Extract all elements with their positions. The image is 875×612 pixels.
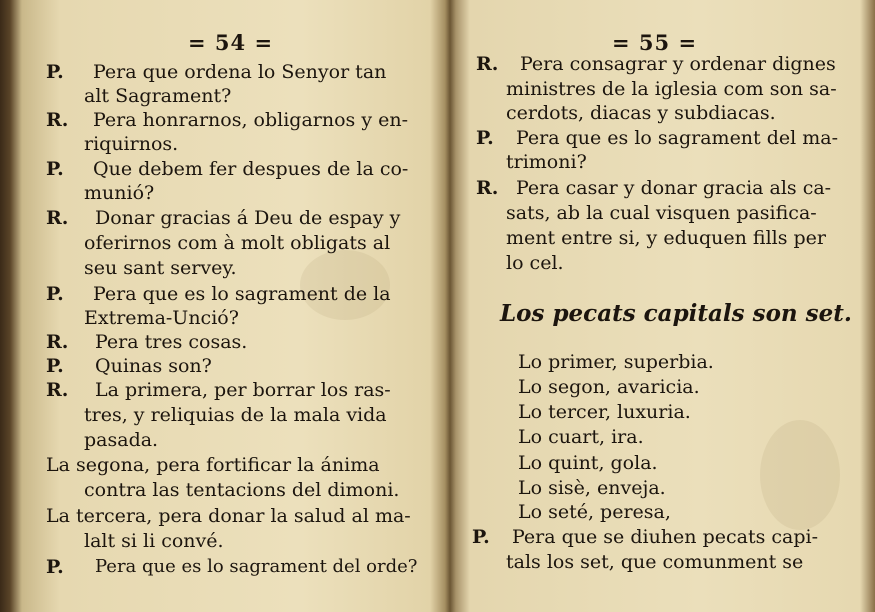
text-line: Pera que es lo sagrament del orde? xyxy=(95,556,418,577)
entry-label: P. xyxy=(46,61,64,83)
entry-label: P. xyxy=(46,556,64,578)
sin-item: Lo tercer, luxuria. xyxy=(518,401,691,423)
entry-label: R. xyxy=(476,53,499,75)
text-line: Pera que es lo sagrament del ma- xyxy=(516,127,839,149)
text-line: sats, ab la cual visquen pasifica- xyxy=(506,202,817,224)
entry-label: P. xyxy=(46,283,64,305)
sin-item: Lo sisè, enveja. xyxy=(518,477,666,499)
entry-label: P. xyxy=(46,355,64,377)
text-line: tres, y reliquias de la mala vida xyxy=(84,404,387,426)
text-line: cerdots, diacas y subdiacas. xyxy=(506,102,776,124)
text-line: pasada. xyxy=(84,429,159,451)
entry-label: R. xyxy=(46,207,69,229)
entry-label: P. xyxy=(476,127,494,149)
entry-label: P. xyxy=(472,526,490,548)
text-line: Extrema-Unció? xyxy=(84,307,239,329)
text-line: trimoni? xyxy=(506,151,587,173)
text-line: oferirnos com à molt obligats al xyxy=(84,232,391,254)
sin-item: Lo seté, peresa, xyxy=(518,501,671,523)
page-number: = 55 = xyxy=(612,30,698,55)
text-line: contra las tentacions del dimoni. xyxy=(84,479,400,501)
entry-label: P. xyxy=(46,158,64,180)
text-line: Donar gracias á Deu de espay y xyxy=(95,207,401,229)
text-line: alt Sagrament? xyxy=(84,85,232,107)
sin-item: Lo cuart, ira. xyxy=(518,426,644,448)
text-line: Pera tres cosas. xyxy=(95,331,248,353)
text-line: munió? xyxy=(84,182,155,204)
text-line: lo cel. xyxy=(506,252,564,274)
text-line: La segona, pera fortificar la ánima xyxy=(46,454,380,476)
entry-label: R. xyxy=(46,379,69,401)
text-line: ministres de la iglesia com son sa- xyxy=(506,78,837,100)
text-line: Pera consagrar y ordenar dignes xyxy=(520,53,836,75)
entry-label: R. xyxy=(46,331,69,353)
text-line: tals los set, que comunment se xyxy=(506,551,804,573)
text-line: Pera que se diuhen pecats capi- xyxy=(512,526,819,548)
text-line: riquirnos. xyxy=(84,133,179,155)
text-line: Pera honrarnos, obligarnos y en- xyxy=(93,109,409,131)
sin-item: Lo quint, gola. xyxy=(518,452,658,474)
entry-label: R. xyxy=(476,177,499,199)
text-line: La primera, per borrar los ras- xyxy=(95,379,391,401)
page-number: = 54 = xyxy=(188,30,274,55)
text-line: Quinas son? xyxy=(95,355,212,377)
text-line: Pera casar y donar gracia als ca- xyxy=(516,177,832,199)
text-line: La tercera, pera donar la salud al ma- xyxy=(46,505,411,527)
text-line: Pera que ordena lo Senyor tan xyxy=(93,61,387,83)
entry-label: R. xyxy=(46,109,69,131)
text-line: Que debem fer despues de la co- xyxy=(93,158,409,180)
section-heading: Los pecats capitals son set. xyxy=(500,300,852,327)
right-page xyxy=(452,0,875,612)
text-line: seu sant servey. xyxy=(84,257,237,279)
text-line: Pera que es lo sagrament de la xyxy=(93,283,391,305)
sin-item: Lo primer, superbia. xyxy=(518,351,714,373)
text-line: ment entre si, y eduquen fills per xyxy=(506,227,827,249)
sin-item: Lo segon, avaricia. xyxy=(518,376,700,398)
text-line: lalt si li convé. xyxy=(84,530,224,552)
